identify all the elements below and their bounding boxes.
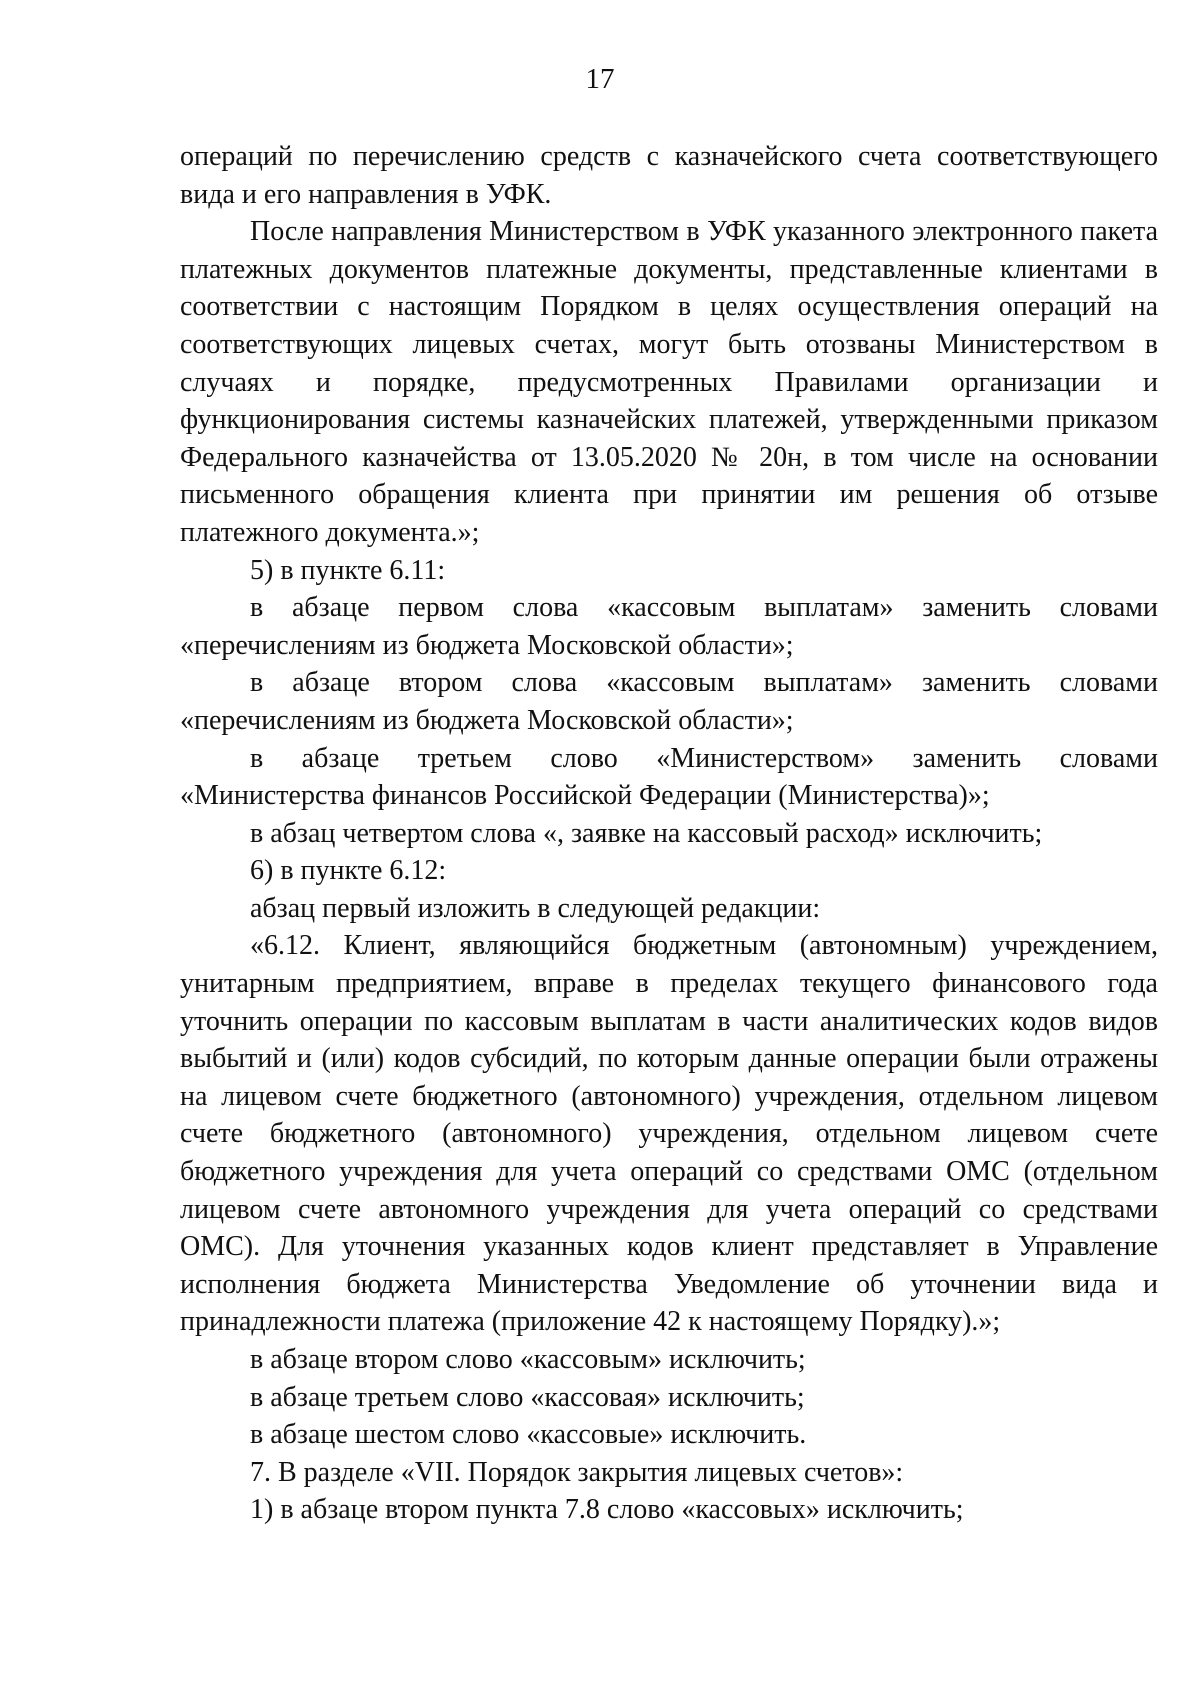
paragraph: в абзаце третьем слово «кассовая» исключить; xyxy=(250,1381,805,1413)
paragraph: в абзац четвертом слова «, заявке на кассовый расход» исключить; xyxy=(250,817,1043,849)
paragraph: После направления Министерством в УФК указанного электронного пакета платежных документов платежные документы, представленные клиентами в соответствии с настоящим Порядком в целях осуществления операций на соответствующих лицевых счетах, могут быть отозваны Министерством в случаях и порядке, предусмотренных Правилами организации и функционирования системы казначейских платежей, утвержденными приказом Федерального казначейства от 13.05.2020 № 20н, в том числе на основании письменного обращения клиента при принятии им решения об отзыве платежного документа.»; xyxy=(180,216,1158,548)
paragraph: 7. В разделе «VII. Порядок закрытия лицевых счетов»: xyxy=(250,1456,904,1488)
paragraph: 6) в пункте 6.12: xyxy=(250,855,447,887)
paragraph: в абзаце втором слово «кассовым» исключить; xyxy=(250,1344,806,1375)
paragraph: в абзаце шестом слово «кассовые» исключить. xyxy=(250,1419,807,1451)
page-number: 17 xyxy=(585,63,615,95)
paragraph: абзац первый изложить в следующей редакции: xyxy=(250,892,821,924)
document-body xyxy=(180,138,1158,1529)
paragraph: 5) в пункте 6.11: xyxy=(250,554,446,586)
paragraph: в абзаце первом слова «кассовым выплатам» заменить словами «перечислениям из бюджета Московской области»; xyxy=(180,592,1158,661)
paragraph: «6.12. Клиент, являющийся бюджетным (автономным) учреждением, унитарным предприятием, вправе в пределах текущего финансового года уточнить операции по кассовым выплатам в части аналитических кодов видов выбытий и (или) кодов субсидий, по которым данные операции были отражены на лицевом счете бюджетного (автономного) учреждения, отдельном лицевом счете бюджетного (автономного) учреждения, отдельном лицевом счете бюджетного учреждения для учета операций со средствами ОМС (отдельном лицевом счете автономного учреждения для учета операций со средствами ОМС). Для уточнения указанных кодов клиент представляет в Управление исполнения бюджета Министерства Уведомление об уточнении вида и принадлежности платежа (приложение 42 к настоящему Порядку).»; xyxy=(180,930,1158,1338)
paragraph: в абзаце третьем слово «Министерством» заменить словами «Министерства финансов Российской Федерации (Министерства)»; xyxy=(180,742,1158,812)
paragraph: операций по перечислению средств с казначейского счета соответствующего вида и его направления в УФК. xyxy=(180,141,1158,210)
paragraph: 1) в абзаце втором пункта 7.8 слово «кассовых» исключить; xyxy=(250,1494,964,1526)
paragraph: в абзаце втором слова «кассовым выплатам» заменить словами «перечислениям из бюджета Московской области»; xyxy=(180,667,1158,736)
